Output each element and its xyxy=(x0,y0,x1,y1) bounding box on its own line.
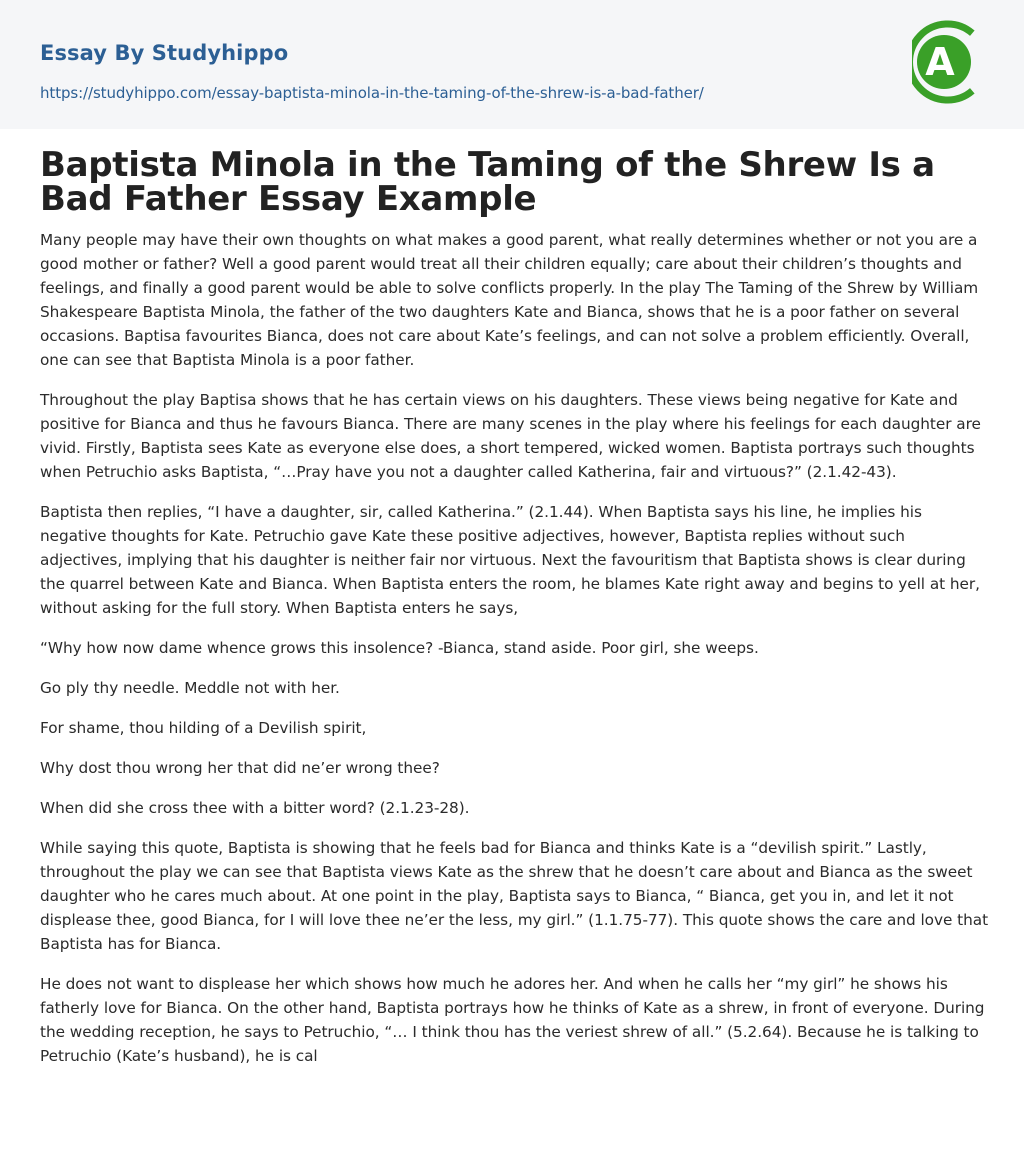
article xyxy=(40,145,989,1084)
quote-line: Go ply thy needle. Meddle not with her. xyxy=(40,679,340,697)
studyhippo-logo-icon[interactable] xyxy=(912,18,988,106)
paragraph: Baptista then replies, “I have a daughter, sir, called Katherina.” (2.1.44). When Baptista says his line, he implies his negative thoughts for Kate. Petruchio gave Kate these positive adjectives, however, Baptista replies without such adjectives, implying that his daughter is neither fair nor virtuous. Next the favouritism that Baptista shows is clear during the quarrel between Kate and Bianca. When Baptista enters the room, he blames Kate right away and begins to yell at her, without asking for the full story. When Baptista enters he says, xyxy=(40,503,980,617)
quote-line: “Why how now dame whence grows this insolence? -Bianca, stand aside. Poor girl, she weeps. xyxy=(40,639,759,657)
paragraph: While saying this quote, Baptista is showing that he feels bad for Bianca and thinks Kate is a “devilish spirit.” Lastly, throughout the play we can see that Baptista views Kate as the shrew that he doesn’t care about and Bianca as the sweet daughter who he cares much about. At one point in the play, Baptista says to Bianca, “ Bianca, get you in, and let it not displease thee, good Bianca, for I will love thee ne’er the less, my girl.” (1.1.75-77). This quote shows the care and love that Baptista has for Bianca. xyxy=(40,839,989,953)
logo-letter: A xyxy=(925,40,955,84)
page-url-link[interactable]: https://studyhippo.com/essay-baptista-minola-in-the-taming-of-the-shrew-is-a-bad-father/ xyxy=(40,84,704,102)
quote-line: Why dost thou wrong her that did ne’er wrong thee? xyxy=(40,759,440,777)
quote-line: For shame, thou hilding of a Devilish spirit, xyxy=(40,719,367,737)
page-title: Baptista Minola in the Taming of the Shrew Is a Bad Father Essay Example xyxy=(40,145,935,219)
paragraph: Many people may have their own thoughts on what makes a good parent, what really determines whether or not you are a good mother or father? Well a good parent would treat all their children equally; care about their children’s thoughts and feelings, and finally a good parent would be able to solve conflicts properly. In the play The Taming of the Shrew by William Shakespeare Baptista Minola, the father of the two daughters Kate and Bianca, shows that he is a poor father on several occasions. Baptisa favourites Bianca, does not care about Kate’s feelings, and can not solve a problem efficiently. Overall, one can see that Baptista Minola is a poor father. xyxy=(40,231,979,369)
site-header xyxy=(0,0,1024,129)
paragraph: He does not want to displease her which shows how much he adores her. And when he calls her “my girl” he shows his fatherly love for Bianca. On the other hand, Baptista portrays how he thinks of Kate as a shrew, in front of everyone. During the wedding reception, he says to Petruchio, “… I think thou has the veriest shrew of all.” (5.2.64). Because he is talking to Petruchio (Kate’s husband), he is cal xyxy=(40,975,985,1065)
site-title[interactable]: Essay By Studyhippo xyxy=(40,41,289,65)
quote-line: When did she cross thee with a bitter word? (2.1.23-28). xyxy=(40,799,470,817)
paragraph: Throughout the play Baptisa shows that he has certain views on his daughters. These views being negative for Kate and positive for Bianca and thus he favours Bianca. There are many scenes in the play where his feelings for each daughter are vivid. Firstly, Baptista sees Kate as everyone else does, a short tempered, wicked women. Baptista portrays such thoughts when Petruchio asks Baptista, “…Pray have you not a daughter called Katherina, fair and virtuous?” (2.1.42-43). xyxy=(40,391,981,481)
